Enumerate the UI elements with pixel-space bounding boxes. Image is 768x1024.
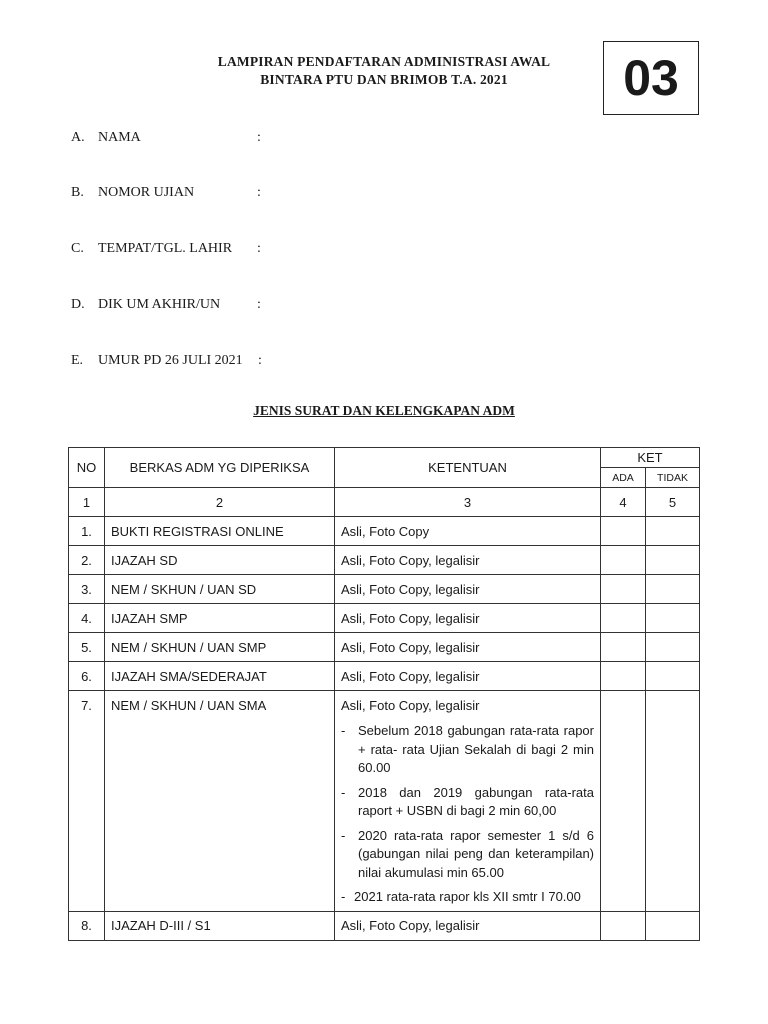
field-letter: E. [71,353,84,368]
note-text: 2018 dan 2019 gabungan rata-rata raport + USBN di bagi 2 min 60,00 [358,784,594,818]
form-number-box: 03 [603,41,699,115]
column-number: 4 [601,488,646,517]
row-number: 4. [69,604,105,633]
row-berkas: NEM / SKHUN / UAN SD [105,575,335,604]
note-bullet: - [341,723,346,738]
section-title: JENIS SURAT DAN KELENGKAPAN ADM [253,403,515,418]
checkbox-tidak[interactable] [646,633,700,662]
note-text: 2021 rata-rata rapor kls XII smtr I 70.00 [354,889,581,904]
row-berkas: IJAZAH D-III / S1 [105,911,335,940]
field-umur [71,351,262,371]
checkbox-tidak[interactable] [646,604,700,633]
note-bullet: - [341,889,346,904]
header-ket: KET [601,448,700,468]
field-label: DIK UM AKHIR/UN [98,297,221,312]
note-item [341,827,594,883]
checkbox-tidak[interactable] [646,546,700,575]
field-nama [71,128,261,148]
row-ketentuan: Asli, Foto Copy, legalisir [335,575,601,604]
column-number: 1 [69,488,105,517]
field-colon: : [257,185,261,200]
header-no: NO [69,448,105,488]
document-title [150,53,618,89]
column-number-row [69,488,700,517]
table-row [69,575,700,604]
checkbox-ada[interactable] [601,691,646,912]
row-ketentuan-cell [335,691,601,912]
field-label: UMUR PD 26 JULI 2021 [98,353,243,368]
table-row [69,517,700,546]
note-item [341,722,594,778]
checkbox-tidak[interactable] [646,662,700,691]
table-row [69,546,700,575]
field-colon: : [257,130,261,145]
checkbox-tidak[interactable] [646,911,700,940]
row-number: 1. [69,517,105,546]
table-row [69,911,700,940]
title-line-2: BINTARA PTU DAN BRIMOB T.A. 2021 [260,72,508,87]
checkbox-ada[interactable] [601,575,646,604]
row-number: 5. [69,633,105,662]
row-ketentuan: Asli, Foto Copy, legalisir [335,604,601,633]
row-berkas: IJAZAH SMA/SEDERAJAT [105,662,335,691]
field-letter: A. [71,130,85,145]
checkbox-ada[interactable] [601,911,646,940]
note-text: Sebelum 2018 gabungan rata-rata rapor + rata- rata Ujian Sekalah di bagi 2 min 60.00 [358,723,594,775]
row-ketentuan: Asli, Foto Copy, legalisir [335,911,601,940]
table-row [69,604,700,633]
row-number: 2. [69,546,105,575]
header-berkas: BERKAS ADM YG DIPERIKSA [105,448,335,488]
row-berkas: IJAZAH SMP [105,604,335,633]
checklist-table [68,447,700,941]
field-label: NOMOR UJIAN [98,185,195,200]
note-text: 2020 rata-rata rapor semester 1 s/d 6 (gabungan nilai peng dan keterampilan) nilai akumulasi min 65.00 [358,827,594,880]
row-berkas: IJAZAH SD [105,546,335,575]
column-number: 3 [335,488,601,517]
column-number: 2 [105,488,335,517]
row-ketentuan: Asli, Foto Copy, legalisir [335,662,601,691]
field-dik-um-akhir [71,295,261,315]
column-number: 5 [646,488,700,517]
field-label: NAMA [98,130,141,145]
row-number: 3. [69,575,105,604]
checkbox-tidak[interactable] [646,575,700,604]
row-ketentuan: Asli, Foto Copy, legalisir [335,546,601,575]
field-colon: : [258,353,262,368]
table-row [69,633,700,662]
checkbox-ada[interactable] [601,633,646,662]
note-bullet: - [341,827,346,843]
checkbox-tidak[interactable] [646,517,700,546]
row-berkas: NEM / SKHUN / UAN SMA [105,691,335,912]
checkbox-ada[interactable] [601,604,646,633]
checkbox-ada[interactable] [601,546,646,575]
field-colon: : [257,297,261,312]
note-item [341,784,594,821]
checkbox-tidak[interactable] [646,691,700,912]
header-ketentuan: KETENTUAN [335,448,601,488]
checkbox-ada[interactable] [601,662,646,691]
field-colon: : [257,241,261,256]
row-ketentuan: Asli, Foto Copy, legalisir [341,698,480,713]
title-line-1: LAMPIRAN PENDAFTARAN ADMINISTRASI AWAL [217,54,551,69]
row-number: 8. [69,911,105,940]
table-row [69,691,700,912]
header-tidak: TIDAK [646,468,700,488]
checkbox-ada[interactable] [601,517,646,546]
row-berkas: NEM / SKHUN / UAN SMP [105,633,335,662]
row-number: 6. [69,662,105,691]
row-ketentuan: Asli, Foto Copy, legalisir [335,633,601,662]
row-number: 7. [69,691,105,912]
field-nomor-ujian [71,183,261,203]
row-ketentuan: Asli, Foto Copy [335,517,601,546]
note-bullet: - [341,784,346,800]
row-berkas: BUKTI REGISTRASI ONLINE [105,517,335,546]
field-letter: C. [71,241,84,256]
table-row [69,662,700,691]
field-tempat-tgl-lahir [71,239,261,259]
header-ada: ADA [601,468,646,488]
field-letter: D. [71,297,85,312]
field-label: TEMPAT/TGL. LAHIR [98,241,233,256]
field-letter: B. [71,185,84,200]
note-item [341,888,594,907]
